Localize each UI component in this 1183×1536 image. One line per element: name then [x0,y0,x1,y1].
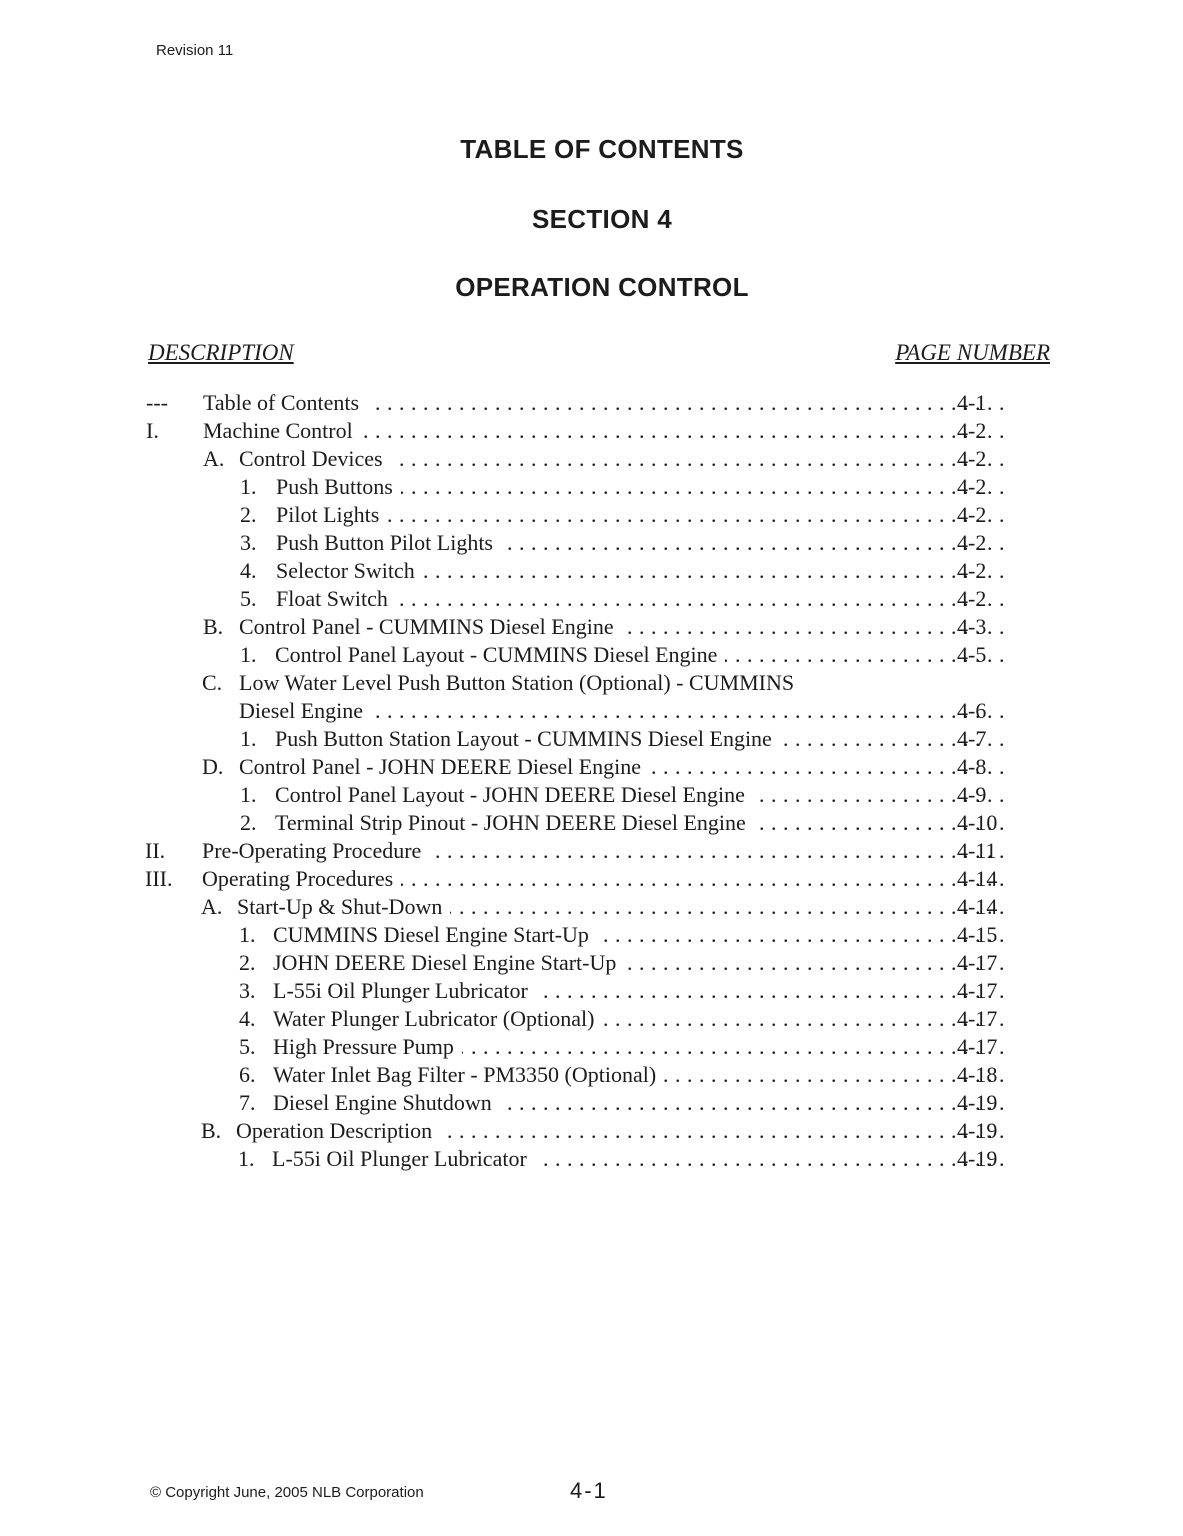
toc-entry-title: Control Panel - CUMMINS Diesel Engine . . . [239,613,1005,641]
toc-entry-number: 6. [239,1062,256,1087]
toc-entry-title: Control Panel Layout - CUMMINS Diesel Engine . . . [275,641,1005,669]
page-number: 4-1 [570,1478,608,1503]
toc-entry-number: 1. [240,642,257,667]
toc-entry-number: 5. [240,586,257,611]
toc-entry-page: 4-17 [957,978,998,1003]
toc-entry-number: 1. [239,922,256,947]
toc-entry-title: Table of Contents . . . [203,389,1005,417]
toc-entry[interactable] [0,557,1183,585]
toc-entry-page: 4-14 [957,894,998,919]
toc-entry-page: 4-3 [957,614,987,639]
toc-title: TABLE OF CONTENTS [460,134,744,164]
section-title: SECTION 4 [532,204,672,234]
toc-entry-title: Control Panel Layout - JOHN DEERE Diesel Engine . . . [275,781,1005,809]
toc-entry-number: A. [201,894,223,919]
toc-entry-number: 1. [240,726,257,751]
toc-entry[interactable] [0,501,1183,529]
toc-entry-title: Push Button Station Layout - CUMMINS Diesel Engine . . . [275,725,1005,753]
revision-label: Revision 11 [156,42,234,59]
toc-entry-number: A. [203,446,225,471]
toc-entry-number: B. [203,614,224,639]
toc-entry-title: L-55i Oil Plunger Lubricator . . . [273,977,1005,1005]
toc-entry-number: C. [202,670,223,695]
toc-entry-number: 3. [239,978,256,1003]
toc-entry-title: Terminal Strip Pinout - JOHN DEERE Diesel Engine . . . [275,809,1005,837]
toc-entry[interactable] [0,893,1183,921]
toc-entry-title: Diesel Engine . . . [239,697,1005,725]
toc-entry-title: Control Devices . . . [239,445,1005,473]
toc-entry[interactable] [0,613,1183,641]
toc-entry-title: Pilot Lights . . . [276,501,1005,529]
toc-entry-page: 4-2 [957,446,987,471]
toc-entry[interactable] [0,529,1183,557]
toc-entry[interactable] [0,1145,1183,1173]
toc-entry-title: Control Panel - JOHN DEERE Diesel Engine . . . [239,753,1005,781]
toc-entry-page: 4-17 [957,950,998,975]
toc-entry-page: 4-10 [957,810,998,835]
toc-entry-title: Pre-Operating Procedure . . . [202,837,1005,865]
toc-entry-title: Machine Control . . . [203,417,1005,445]
toc-entry-number: 4. [240,558,257,583]
toc-entry-title: Start-Up & Shut-Down . . . [237,893,1005,921]
toc-entry[interactable] [0,389,1183,417]
toc-entry-number: B. [201,1118,222,1143]
toc-entry-page: 4-19 [957,1090,998,1115]
toc-entry-page: 4-17 [957,1006,998,1031]
toc-entry-title: Push Buttons . . . [276,473,1005,501]
toc-entry-title: Water Inlet Bag Filter - PM3350 (Optional) . . . [273,1061,1005,1089]
toc-entry-page: 4-2 [957,530,987,555]
toc-entry[interactable] [0,865,1183,893]
toc-entry-page: 4-8 [957,754,987,779]
toc-entry-number: II. [145,838,166,863]
toc-entry-page: 4-14 [957,866,998,891]
toc-entry-page: 4-19 [957,1118,998,1143]
toc-entry-number: I. [146,418,159,443]
toc-entry-page: 4-15 [957,922,998,947]
toc-entry-title: JOHN DEERE Diesel Engine Start-Up . . . [273,949,1005,977]
toc-entry-number: 1. [238,1146,255,1171]
toc-entry[interactable] [0,725,1183,753]
toc-entry-title: Float Switch . . . [276,585,1005,613]
toc-entry-number: 7. [239,1090,256,1115]
page-number-column-header: PAGE NUMBER [895,340,1050,365]
toc-entry-title: Diesel Engine Shutdown . . . [273,1089,1005,1117]
toc-entry[interactable] [0,417,1183,445]
toc-entry-page: 4-11 [957,838,997,863]
toc-entry-page: 4-18 [957,1062,998,1087]
toc-entry-number: 2. [240,810,257,835]
toc-entry[interactable] [0,977,1183,1005]
toc-entry[interactable] [0,753,1183,781]
toc-entry-page: 4-2 [957,558,987,583]
toc-entry-page: 4-2 [957,474,987,499]
toc-entry[interactable] [0,669,1183,697]
toc-entry[interactable] [0,921,1183,949]
toc-entry-number: --- [146,390,168,415]
toc-entry-page: 4-2 [957,502,987,527]
toc-entry-page: 4-2 [957,418,987,443]
toc-entry-number: 1. [240,474,257,499]
toc-entry-title: Operating Procedures . . . [202,865,1005,893]
toc-entry-page: 4-19 [957,1146,998,1171]
description-column-header: DESCRIPTION [148,340,294,365]
toc-entry-title: Operation Description . . . [236,1117,1005,1145]
toc-entry-title: Push Button Pilot Lights . . . [276,529,1005,557]
subject-title: OPERATION CONTROL [455,272,749,302]
toc-entry[interactable] [0,473,1183,501]
toc-entry-number: 2. [240,502,257,527]
toc-entry[interactable] [0,1117,1183,1145]
copyright-notice: © Copyright June, 2005 NLB Corporation [150,1484,424,1501]
toc-entry-title: High Pressure Pump . . . [273,1033,1005,1061]
toc-entry[interactable] [0,1005,1183,1033]
toc-entry-number: 5. [239,1034,256,1059]
toc-entry[interactable] [0,1089,1183,1117]
toc-entry[interactable] [0,641,1183,669]
toc-entry-page: 4-6 [957,698,987,723]
toc-entry[interactable] [0,585,1183,613]
toc-entry-title: L-55i Oil Plunger Lubricator . . . [272,1145,1005,1173]
toc-entry-number: 4. [239,1006,256,1031]
toc-entry-page: 4-17 [957,1034,998,1059]
toc-entry-page: 4-1 [957,390,987,415]
toc-entry-page: 4-7 [957,726,987,751]
toc-entry-number: 2. [239,950,256,975]
toc-entry-title: Selector Switch . . . [276,557,1005,585]
toc-entry[interactable] [0,949,1183,977]
toc-entry-page: 4-2 [957,586,987,611]
toc-entry-title: CUMMINS Diesel Engine Start-Up . . . [273,921,1005,949]
toc-entry-number: 3. [240,530,257,555]
toc-entry-number: 1. [240,782,257,807]
toc-entry-number: III. [145,866,173,891]
toc-entry[interactable] [0,697,1183,725]
toc-entry[interactable] [0,809,1183,837]
toc-entry[interactable] [0,1033,1183,1061]
toc-entry[interactable] [0,445,1183,473]
toc-entry[interactable] [0,1061,1183,1089]
toc-entry-title: Water Plunger Lubricator (Optional) . . . [273,1005,1005,1033]
toc-entry[interactable] [0,837,1183,865]
toc-entry-page: 4-5 [957,642,987,667]
toc-entry-page: 4-9 [957,782,987,807]
toc-entry-title: Low Water Level Push Button Station (Optional) - CUMMINS [239,669,1005,697]
toc-entry-number: D. [202,754,224,779]
toc-entry[interactable] [0,781,1183,809]
